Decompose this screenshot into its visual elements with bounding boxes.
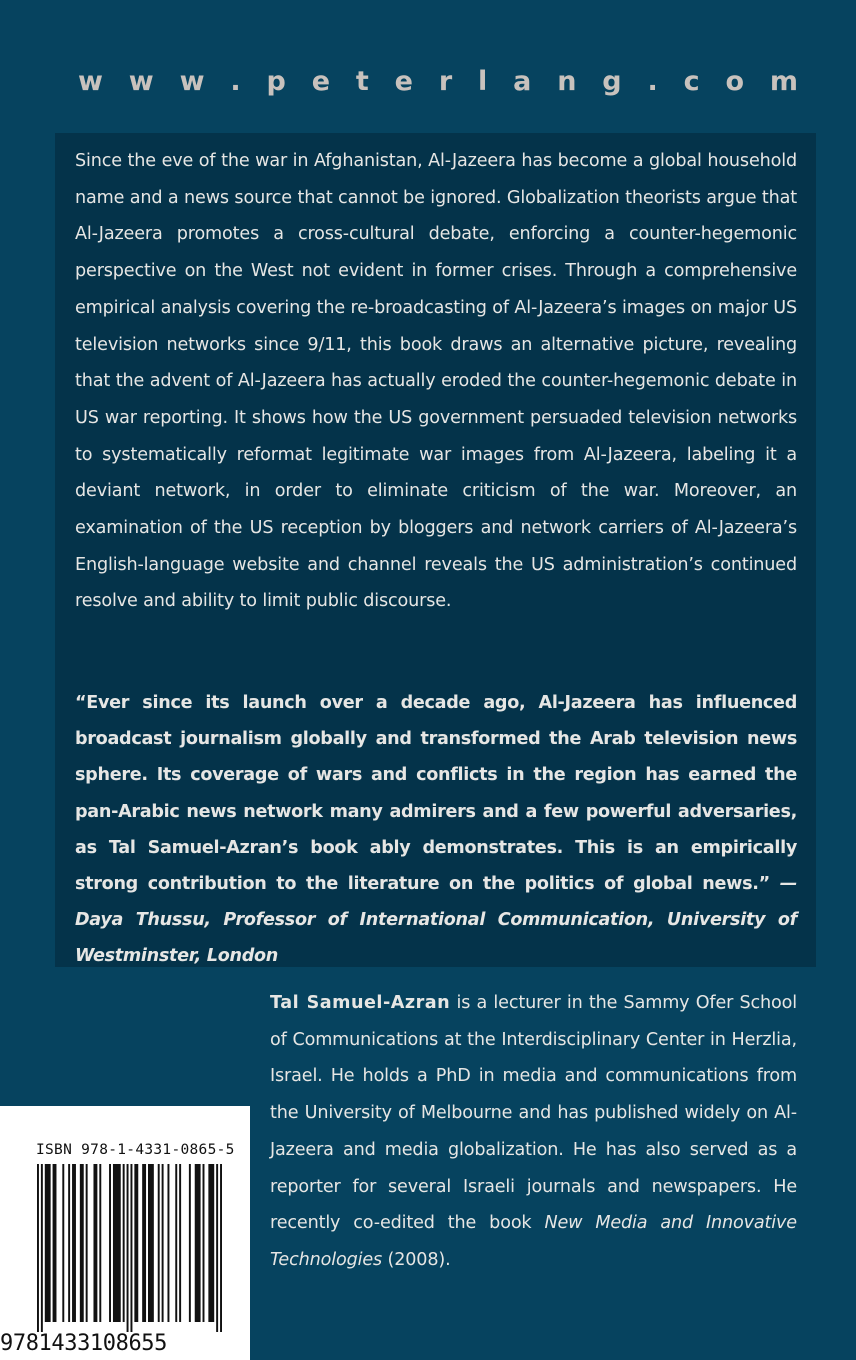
barcode-bar bbox=[195, 1164, 201, 1322]
barcode-bar bbox=[162, 1164, 164, 1322]
barcode-box bbox=[0, 1106, 250, 1360]
barcode-bar bbox=[130, 1164, 132, 1332]
barcode-bar bbox=[167, 1164, 169, 1322]
barcode-bar bbox=[86, 1164, 88, 1322]
barcode-bar bbox=[142, 1164, 146, 1322]
barcode-bar bbox=[148, 1164, 154, 1322]
author-bio bbox=[270, 985, 797, 1279]
barcode-bar bbox=[109, 1164, 111, 1322]
endorsement-quote: “Ever since its launch over a decade ago, Al-Jazeera has influenced broadcast journalism globally and transformed the Arab television news sphere. Its coverage of wars and conflicts in the region has earned the pan-Arabic news network many admirers and a few powerful adversaries, as Tal Samuel-Azran’s book ably demonstrates. This is an empirically strong contribution to the literature on the politics of global news.” bbox=[75, 693, 797, 895]
author-bio-text: is a lecturer in the Sammy Ofer School of Communications at the Interdisciplinary Center in Herzlia, Israel. He holds a PhD in media and communications from the University of Melbourne and has published widely on Al-Jazeera and media globalization. He has also served as a reporter for several Israeli journals and newspapers. He recently co-edited the book bbox=[270, 993, 798, 1234]
description-panel bbox=[55, 133, 816, 967]
barcode-bar bbox=[127, 1164, 129, 1332]
barcode-bar bbox=[62, 1164, 64, 1322]
barcode-bar bbox=[113, 1164, 121, 1322]
isbn-label: ISBN 978-1-4331-0865-5 bbox=[36, 1142, 235, 1158]
endorsement-blurb bbox=[75, 685, 797, 975]
barcode-digits: 9781433108655 bbox=[0, 1331, 167, 1356]
barcode-bar bbox=[203, 1164, 205, 1322]
barcode-bar bbox=[68, 1164, 70, 1322]
barcode-bar bbox=[123, 1164, 125, 1322]
author-book-title: New Media and Innovative Technologies bbox=[270, 1213, 797, 1270]
barcode-bar bbox=[179, 1164, 181, 1322]
barcode-bar bbox=[53, 1164, 57, 1322]
barcode-bar bbox=[93, 1164, 97, 1322]
barcode-bar bbox=[45, 1164, 51, 1322]
barcode-bar bbox=[37, 1164, 39, 1332]
website-url: w w w . p e t e r l a n g . c o m bbox=[78, 66, 798, 97]
barcode-bar bbox=[134, 1164, 138, 1322]
barcode-bar bbox=[216, 1164, 218, 1332]
barcode-bar bbox=[158, 1164, 160, 1322]
barcode-bar bbox=[208, 1164, 214, 1322]
barcode-bar bbox=[175, 1164, 177, 1322]
barcode-bar bbox=[80, 1164, 84, 1322]
barcode-bar bbox=[189, 1164, 191, 1322]
book-description: Since the eve of the war in Afghanistan, Al-Jazeera has become a global household name and a news source that cannot be ignored. Globalization theorists argue that Al-Jazeera promotes a cross-cultural debate, enforcing a counter-hegemonic perspective on the West not evident in former crises. Through a comprehensive empirical analysis covering the re-broadcasting of Al-Jazeera’s images on major US television networks since 9/11, this book draws an alternative picture, revealing that the advent of Al-Jazeera has actually eroded the counter-hegemonic debate in US war reporting. It shows how the US government persuaded television networks to systematically reformat legitimate war images from Al-Jazeera, labeling it a deviant network, in order to eliminate criticism of the war. Moreover, an examination of the US reception by bloggers and network carriers of Al-Jazeera’s English-language website and channel reveals the US administration’s continued resolve and ability to limit public discourse. bbox=[75, 151, 797, 612]
author-book-year: (2008). bbox=[382, 1249, 451, 1270]
author-name: Tal Samuel-Azran bbox=[270, 993, 451, 1013]
barcode-image bbox=[37, 1164, 222, 1332]
barcode-bar bbox=[220, 1164, 222, 1332]
barcode-bar bbox=[72, 1164, 76, 1322]
barcode-bar bbox=[99, 1164, 101, 1322]
barcode-bar bbox=[41, 1164, 43, 1332]
endorsement-attribution: —Daya Thussu, Professor of International Communication, University of Westminster, London bbox=[75, 874, 797, 967]
